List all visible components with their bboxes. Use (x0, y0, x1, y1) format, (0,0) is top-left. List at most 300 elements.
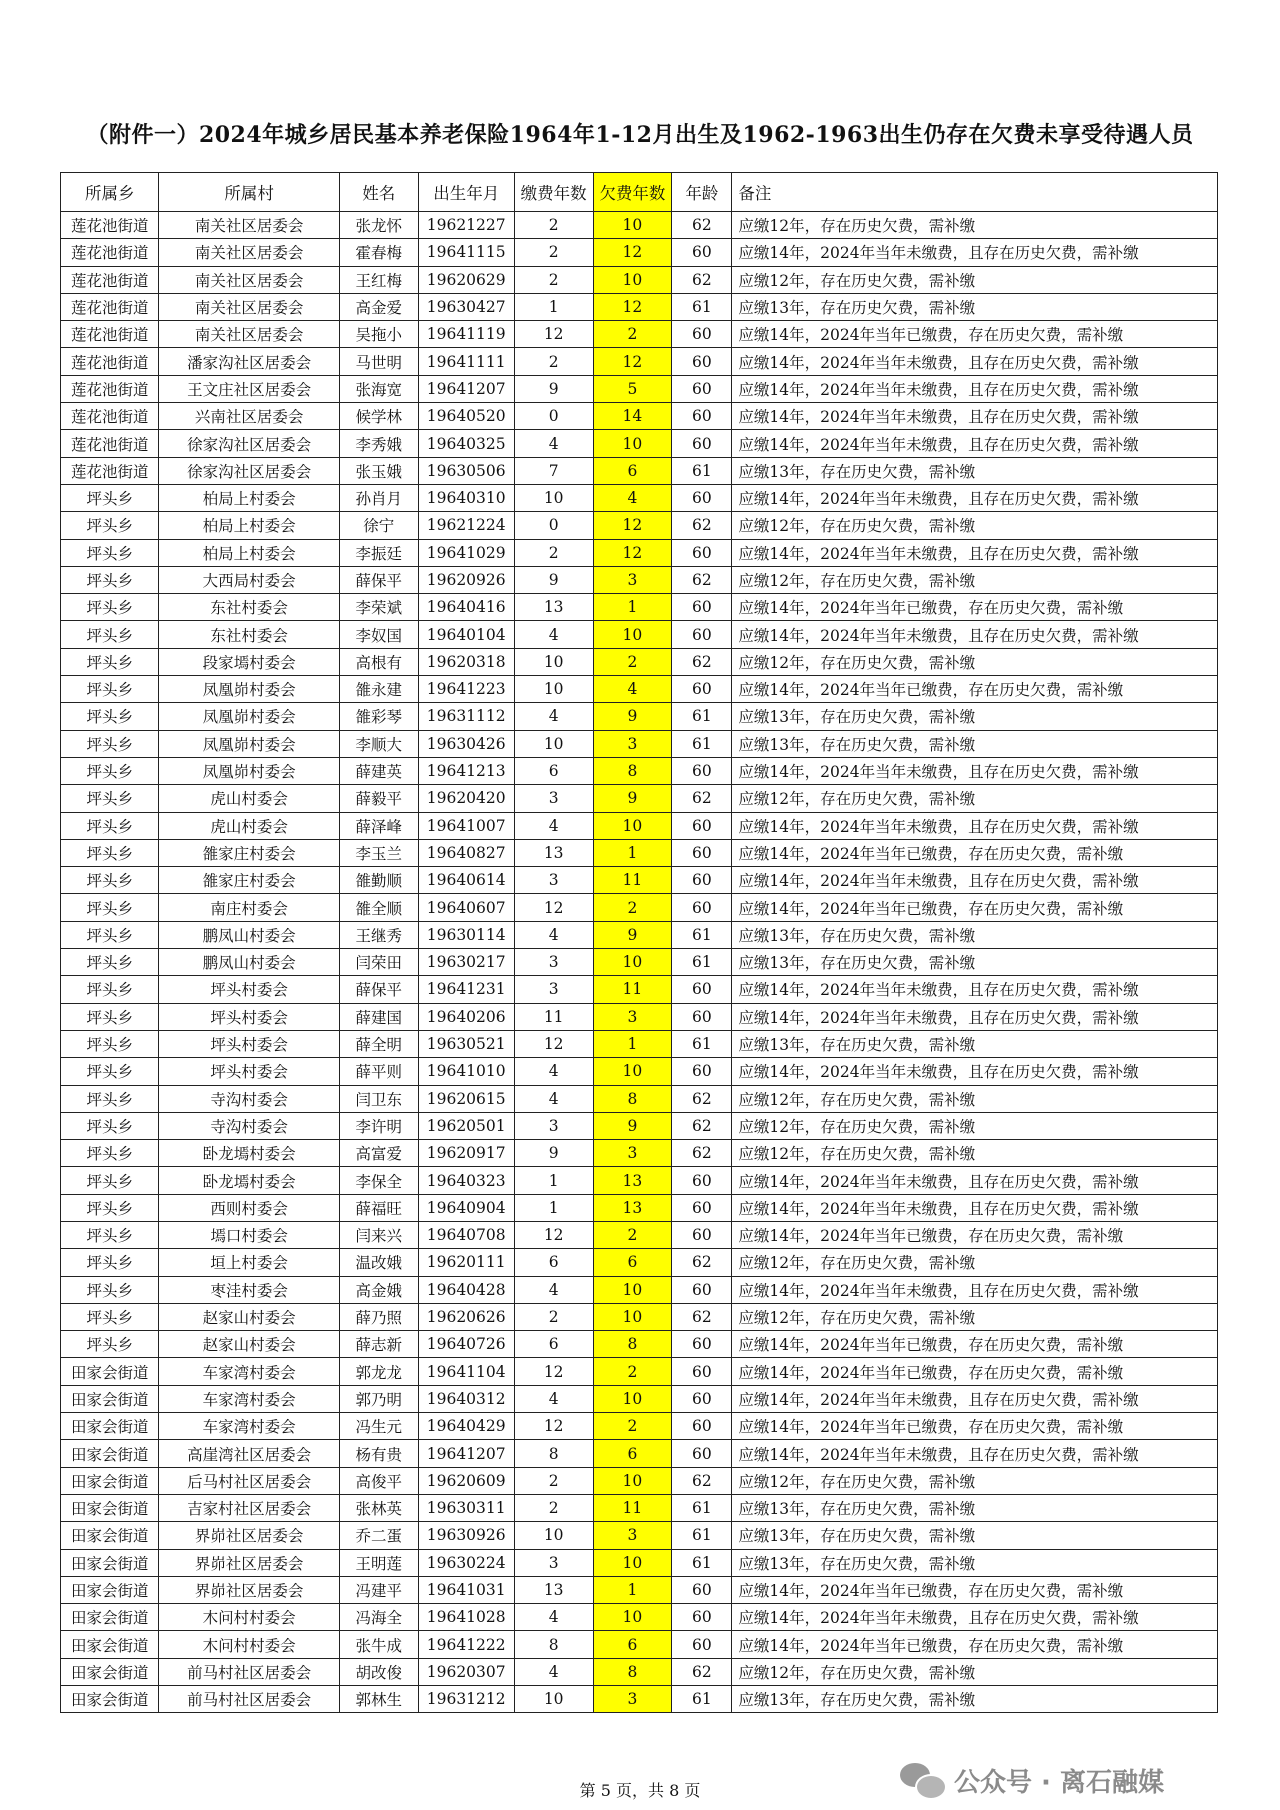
cell-name: 薛建英 (339, 757, 418, 784)
cell-paid-years: 4 (514, 1385, 593, 1412)
cell-paid-years: 2 (514, 212, 593, 239)
cell-birth: 19641115 (418, 239, 514, 266)
cell-paid-years: 4 (514, 812, 593, 839)
cell-village: 东社村委会 (159, 621, 339, 648)
cell-township: 莲花池街道 (61, 321, 159, 348)
header-row (61, 173, 1218, 212)
cell-township: 坪头乡 (61, 730, 159, 757)
cell-birth: 19630217 (418, 949, 514, 976)
table-row (61, 921, 1218, 948)
table-row (61, 1276, 1218, 1303)
cell-age: 62 (672, 1085, 732, 1112)
table-row (61, 1140, 1218, 1167)
cell-paid-years: 4 (514, 921, 593, 948)
cell-age: 62 (672, 785, 732, 812)
cell-remark: 应缴14年，2024年当年未缴费，且存在历史欠费，需补缴 (732, 1276, 1218, 1303)
cell-name: 郭乃明 (339, 1385, 418, 1412)
cell-arrears-years: 12 (593, 348, 672, 375)
cell-village: 大西局村委会 (159, 566, 339, 593)
cell-name: 吴拖小 (339, 321, 418, 348)
cell-township: 坪头乡 (61, 648, 159, 675)
table-row (61, 375, 1218, 402)
cell-village: 坪头村委会 (159, 1058, 339, 1085)
cell-remark: 应缴14年，2024年当年未缴费，且存在历史欠费，需补缴 (732, 1385, 1218, 1412)
cell-name: 雒彩琴 (339, 703, 418, 730)
col-header-township: 所属乡 (61, 173, 159, 212)
cell-township: 坪头乡 (61, 703, 159, 730)
cell-arrears-years: 4 (593, 484, 672, 511)
cell-village: 凤凰峁村委会 (159, 676, 339, 703)
cell-township: 坪头乡 (61, 1112, 159, 1139)
cell-village: 雒家庄村委会 (159, 839, 339, 866)
cell-township: 莲花池街道 (61, 239, 159, 266)
cell-village: 界峁社区居委会 (159, 1549, 339, 1576)
cell-village: 雒家庄村委会 (159, 867, 339, 894)
table-row (61, 1413, 1218, 1440)
cell-paid-years: 8 (514, 1440, 593, 1467)
cell-name: 胡改俊 (339, 1658, 418, 1685)
cell-remark: 应缴12年，存在历史欠费，需补缴 (732, 266, 1218, 293)
table-row (61, 1030, 1218, 1057)
cell-township: 坪头乡 (61, 1221, 159, 1248)
cell-birth: 19640104 (418, 621, 514, 648)
cell-name: 薛泽峰 (339, 812, 418, 839)
cell-paid-years: 10 (514, 730, 593, 757)
cell-township: 莲花池街道 (61, 430, 159, 457)
cell-paid-years: 2 (514, 1494, 593, 1521)
cell-arrears-years: 10 (593, 812, 672, 839)
cell-arrears-years: 1 (593, 1576, 672, 1603)
table-row (61, 757, 1218, 784)
cell-birth: 19640708 (418, 1221, 514, 1248)
cell-arrears-years: 10 (593, 1303, 672, 1330)
cell-paid-years: 4 (514, 430, 593, 457)
cell-township: 田家会街道 (61, 1385, 159, 1412)
cell-remark: 应缴12年，存在历史欠费，需补缴 (732, 1467, 1218, 1494)
cell-village: 寺沟村委会 (159, 1112, 339, 1139)
cell-name: 高金爱 (339, 293, 418, 320)
cell-birth: 19641207 (418, 375, 514, 402)
cell-township: 坪头乡 (61, 757, 159, 784)
cell-remark: 应缴13年，存在历史欠费，需补缴 (732, 1686, 1218, 1713)
cell-name: 薛保平 (339, 976, 418, 1003)
cell-arrears-years: 2 (593, 894, 672, 921)
cell-birth: 19621227 (418, 212, 514, 239)
cell-paid-years: 10 (514, 484, 593, 511)
table-row (61, 1631, 1218, 1658)
cell-remark: 应缴14年，2024年当年已缴费，存在历史欠费，需补缴 (732, 839, 1218, 866)
cell-paid-years: 4 (514, 703, 593, 730)
cell-age: 60 (672, 594, 732, 621)
cell-remark: 应缴14年，2024年当年未缴费，且存在历史欠费，需补缴 (732, 976, 1218, 1003)
cell-village: 木问村村委会 (159, 1604, 339, 1631)
cell-remark: 应缴13年，存在历史欠费，需补缴 (732, 921, 1218, 948)
cell-birth: 19641029 (418, 539, 514, 566)
cell-paid-years: 3 (514, 867, 593, 894)
cell-arrears-years: 10 (593, 1467, 672, 1494)
cell-township: 坪头乡 (61, 1194, 159, 1221)
cell-township: 坪头乡 (61, 867, 159, 894)
cell-remark: 应缴13年，存在历史欠费，需补缴 (732, 1030, 1218, 1057)
cell-paid-years: 0 (514, 403, 593, 430)
table-row (61, 321, 1218, 348)
cell-age: 60 (672, 430, 732, 457)
page-footer: 第 5 页，共 8 页 (579, 1781, 701, 1800)
cell-name: 郭林生 (339, 1686, 418, 1713)
cell-birth: 19640726 (418, 1331, 514, 1358)
cell-birth: 19640325 (418, 430, 514, 457)
cell-remark: 应缴14年，2024年当年未缴费，且存在历史欠费，需补缴 (732, 1003, 1218, 1030)
cell-age: 62 (672, 1467, 732, 1494)
cell-paid-years: 12 (514, 1030, 593, 1057)
table-row (61, 430, 1218, 457)
table-row (61, 348, 1218, 375)
cell-name: 薛平则 (339, 1058, 418, 1085)
cell-township: 坪头乡 (61, 949, 159, 976)
cell-remark: 应缴13年，存在历史欠费，需补缴 (732, 293, 1218, 320)
cell-birth: 19640607 (418, 894, 514, 921)
cell-name: 候学林 (339, 403, 418, 430)
cell-village: 木问村村委会 (159, 1631, 339, 1658)
cell-village: 南关社区居委会 (159, 293, 339, 320)
cell-remark: 应缴14年，2024年当年已缴费，存在历史欠费，需补缴 (732, 594, 1218, 621)
cell-arrears-years: 10 (593, 1604, 672, 1631)
table-row (61, 1385, 1218, 1412)
cell-name: 雒勤顺 (339, 867, 418, 894)
table-row (61, 594, 1218, 621)
cell-birth: 19641111 (418, 348, 514, 375)
col-header-arrears-years: 欠费年数 (593, 173, 672, 212)
cell-village: 坪头村委会 (159, 976, 339, 1003)
cell-age: 60 (672, 1604, 732, 1631)
cell-arrears-years: 11 (593, 867, 672, 894)
cell-paid-years: 13 (514, 839, 593, 866)
cell-name: 高根有 (339, 648, 418, 675)
cell-birth: 19620626 (418, 1303, 514, 1330)
table-row (61, 1331, 1218, 1358)
cell-age: 60 (672, 239, 732, 266)
cell-village: 西则村委会 (159, 1194, 339, 1221)
cell-paid-years: 6 (514, 1331, 593, 1358)
cell-age: 61 (672, 1030, 732, 1057)
cell-age: 60 (672, 1413, 732, 1440)
cell-age: 60 (672, 1385, 732, 1412)
cell-age: 60 (672, 1331, 732, 1358)
cell-age: 60 (672, 621, 732, 648)
cell-name: 冯建平 (339, 1576, 418, 1603)
cell-age: 61 (672, 457, 732, 484)
cell-arrears-years: 9 (593, 703, 672, 730)
cell-village: 卧龙墕村委会 (159, 1167, 339, 1194)
cell-age: 60 (672, 1440, 732, 1467)
cell-paid-years: 2 (514, 539, 593, 566)
cell-township: 田家会街道 (61, 1576, 159, 1603)
cell-name: 薛保平 (339, 566, 418, 593)
table-row (61, 812, 1218, 839)
cell-age: 62 (672, 1249, 732, 1276)
cell-paid-years: 4 (514, 1604, 593, 1631)
cell-township: 坪头乡 (61, 1085, 159, 1112)
table-row (61, 676, 1218, 703)
cell-paid-years: 2 (514, 348, 593, 375)
cell-birth: 19640312 (418, 1385, 514, 1412)
cell-name: 王继秀 (339, 921, 418, 948)
cell-remark: 应缴14年，2024年当年未缴费，且存在历史欠费，需补缴 (732, 1440, 1218, 1467)
cell-township: 坪头乡 (61, 1058, 159, 1085)
cell-village: 车家湾村委会 (159, 1385, 339, 1412)
cell-village: 界峁社区居委会 (159, 1576, 339, 1603)
table-row (61, 1303, 1218, 1330)
cell-township: 坪头乡 (61, 839, 159, 866)
cell-age: 60 (672, 1003, 732, 1030)
table-row (61, 1085, 1218, 1112)
table-row (61, 1522, 1218, 1549)
cell-village: 鹏凤山村委会 (159, 949, 339, 976)
cell-village: 寺沟村委会 (159, 1085, 339, 1112)
cell-remark: 应缴12年，存在历史欠费，需补缴 (732, 1085, 1218, 1112)
cell-name: 薛建国 (339, 1003, 418, 1030)
cell-township: 田家会街道 (61, 1440, 159, 1467)
cell-age: 60 (672, 1167, 732, 1194)
cell-village: 南关社区居委会 (159, 321, 339, 348)
cell-township: 坪头乡 (61, 1249, 159, 1276)
cell-age: 60 (672, 1631, 732, 1658)
cell-name: 李秀娥 (339, 430, 418, 457)
cell-remark: 应缴14年，2024年当年未缴费，且存在历史欠费，需补缴 (732, 812, 1218, 839)
cell-remark: 应缴14年，2024年当年未缴费，且存在历史欠费，需补缴 (732, 403, 1218, 430)
cell-name: 徐宁 (339, 512, 418, 539)
cell-name: 薛全明 (339, 1030, 418, 1057)
cell-age: 60 (672, 676, 732, 703)
cell-name: 闫荣田 (339, 949, 418, 976)
cell-name: 李保全 (339, 1167, 418, 1194)
cell-arrears-years: 9 (593, 921, 672, 948)
cell-age: 60 (672, 894, 732, 921)
cell-remark: 应缴14年，2024年当年已缴费，存在历史欠费，需补缴 (732, 1413, 1218, 1440)
cell-birth: 19630311 (418, 1494, 514, 1521)
cell-arrears-years: 10 (593, 212, 672, 239)
table-row (61, 266, 1218, 293)
cell-arrears-years: 3 (593, 730, 672, 757)
cell-paid-years: 4 (514, 621, 593, 648)
cell-arrears-years: 10 (593, 266, 672, 293)
data-table (60, 172, 1218, 1713)
cell-age: 60 (672, 839, 732, 866)
cell-name: 薛志新 (339, 1331, 418, 1358)
cell-name: 高金娥 (339, 1276, 418, 1303)
table-row (61, 293, 1218, 320)
cell-township: 坪头乡 (61, 1276, 159, 1303)
cell-remark: 应缴14年，2024年当年未缴费，且存在历史欠费，需补缴 (732, 1167, 1218, 1194)
cell-birth: 19641031 (418, 1576, 514, 1603)
table-row (61, 1221, 1218, 1248)
cell-age: 60 (672, 1276, 732, 1303)
cell-arrears-years: 8 (593, 1331, 672, 1358)
cell-name: 王明莲 (339, 1549, 418, 1576)
cell-remark: 应缴12年，存在历史欠费，需补缴 (732, 512, 1218, 539)
cell-arrears-years: 2 (593, 648, 672, 675)
cell-paid-years: 7 (514, 457, 593, 484)
document-title: （附件一）2024年城乡居民基本养老保险1964年1-12月出生及1962-1963出生仍存在欠费未享受待遇人员 (86, 122, 1194, 148)
cell-township: 田家会街道 (61, 1631, 159, 1658)
cell-remark: 应缴14年，2024年当年未缴费，且存在历史欠费，需补缴 (732, 1194, 1218, 1221)
cell-village: 鹏凤山村委会 (159, 921, 339, 948)
cell-township: 坪头乡 (61, 566, 159, 593)
cell-age: 60 (672, 1058, 732, 1085)
cell-name: 冯生元 (339, 1413, 418, 1440)
cell-paid-years: 12 (514, 1221, 593, 1248)
table-row (61, 839, 1218, 866)
cell-birth: 19641010 (418, 1058, 514, 1085)
cell-township: 田家会街道 (61, 1686, 159, 1713)
cell-township: 坪头乡 (61, 676, 159, 703)
cell-arrears-years: 10 (593, 621, 672, 648)
cell-arrears-years: 3 (593, 1686, 672, 1713)
cell-township: 坪头乡 (61, 621, 159, 648)
cell-paid-years: 1 (514, 293, 593, 320)
cell-age: 62 (672, 1140, 732, 1167)
cell-name: 李许明 (339, 1112, 418, 1139)
cell-village: 柏局上村委会 (159, 539, 339, 566)
cell-village: 墕口村委会 (159, 1221, 339, 1248)
cell-remark: 应缴14年，2024年当年未缴费，且存在历史欠费，需补缴 (732, 757, 1218, 784)
cell-arrears-years: 2 (593, 1413, 672, 1440)
cell-age: 60 (672, 757, 732, 784)
cell-name: 薛乃照 (339, 1303, 418, 1330)
cell-township: 坪头乡 (61, 512, 159, 539)
cell-name: 杨有贵 (339, 1440, 418, 1467)
cell-birth: 19620307 (418, 1658, 514, 1685)
cell-paid-years: 10 (514, 648, 593, 675)
cell-age: 61 (672, 921, 732, 948)
cell-arrears-years: 10 (593, 1058, 672, 1085)
table-row (61, 867, 1218, 894)
cell-township: 坪头乡 (61, 594, 159, 621)
cell-arrears-years: 11 (593, 1494, 672, 1521)
cell-paid-years: 4 (514, 1276, 593, 1303)
table-row (61, 1440, 1218, 1467)
cell-village: 兴南社区居委会 (159, 403, 339, 430)
cell-arrears-years: 3 (593, 1140, 672, 1167)
cell-paid-years: 2 (514, 266, 593, 293)
cell-birth: 19630224 (418, 1549, 514, 1576)
cell-arrears-years: 9 (593, 1112, 672, 1139)
cell-arrears-years: 2 (593, 1221, 672, 1248)
cell-remark: 应缴13年，存在历史欠费，需补缴 (732, 1522, 1218, 1549)
table-row (61, 212, 1218, 239)
cell-age: 60 (672, 1221, 732, 1248)
cell-name: 李奴国 (339, 621, 418, 648)
table-row (61, 1604, 1218, 1631)
cell-village: 前马村社区居委会 (159, 1686, 339, 1713)
cell-village: 赵家山村委会 (159, 1331, 339, 1358)
cell-name: 霍春梅 (339, 239, 418, 266)
cell-paid-years: 3 (514, 949, 593, 976)
cell-birth: 19641213 (418, 757, 514, 784)
cell-village: 前马村社区居委会 (159, 1658, 339, 1685)
cell-township: 坪头乡 (61, 785, 159, 812)
cell-township: 莲花池街道 (61, 348, 159, 375)
cell-remark: 应缴12年，存在历史欠费，需补缴 (732, 648, 1218, 675)
cell-paid-years: 9 (514, 375, 593, 402)
cell-name: 高俊平 (339, 1467, 418, 1494)
cell-township: 田家会街道 (61, 1358, 159, 1385)
cell-paid-years: 6 (514, 757, 593, 784)
cell-birth: 19640206 (418, 1003, 514, 1030)
col-header-name: 姓名 (339, 173, 418, 212)
cell-age: 60 (672, 812, 732, 839)
cell-remark: 应缴14年，2024年当年未缴费，且存在历史欠费，需补缴 (732, 539, 1218, 566)
cell-arrears-years: 1 (593, 839, 672, 866)
cell-remark: 应缴14年，2024年当年未缴费，且存在历史欠费，需补缴 (732, 239, 1218, 266)
cell-village: 凤凰峁村委会 (159, 757, 339, 784)
table-row (61, 730, 1218, 757)
cell-remark: 应缴14年，2024年当年已缴费，存在历史欠费，需补缴 (732, 321, 1218, 348)
cell-paid-years: 10 (514, 1686, 593, 1713)
cell-name: 闫来兴 (339, 1221, 418, 1248)
cell-name: 李玉兰 (339, 839, 418, 866)
table-row (61, 512, 1218, 539)
cell-village: 东社村委会 (159, 594, 339, 621)
cell-arrears-years: 5 (593, 375, 672, 402)
cell-township: 田家会街道 (61, 1494, 159, 1521)
cell-age: 61 (672, 703, 732, 730)
cell-township: 坪头乡 (61, 1140, 159, 1167)
cell-remark: 应缴12年，存在历史欠费，需补缴 (732, 1303, 1218, 1330)
cell-village: 南关社区居委会 (159, 239, 339, 266)
cell-birth: 19641207 (418, 1440, 514, 1467)
cell-remark: 应缴12年，存在历史欠费，需补缴 (732, 1658, 1218, 1685)
cell-age: 62 (672, 566, 732, 593)
cell-arrears-years: 11 (593, 976, 672, 1003)
cell-village: 虎山村委会 (159, 785, 339, 812)
cell-birth: 19620917 (418, 1140, 514, 1167)
cell-paid-years: 1 (514, 1167, 593, 1194)
cell-village: 柏局上村委会 (159, 512, 339, 539)
cell-birth: 19640310 (418, 484, 514, 511)
table-row (61, 1467, 1218, 1494)
cell-name: 张海宽 (339, 375, 418, 402)
table-row (61, 1112, 1218, 1139)
cell-village: 枣洼村委会 (159, 1276, 339, 1303)
cell-age: 60 (672, 1194, 732, 1221)
cell-birth: 19631112 (418, 703, 514, 730)
cell-name: 张牛成 (339, 1631, 418, 1658)
cell-age: 61 (672, 1494, 732, 1521)
cell-paid-years: 3 (514, 1549, 593, 1576)
cell-village: 徐家沟社区居委会 (159, 430, 339, 457)
table-row (61, 484, 1218, 511)
watermark-text: 公众号 · 离石融媒 (954, 1768, 1164, 1798)
cell-remark: 应缴12年，存在历史欠费，需补缴 (732, 1140, 1218, 1167)
cell-name: 闫卫东 (339, 1085, 418, 1112)
cell-township: 坪头乡 (61, 484, 159, 511)
cell-remark: 应缴14年，2024年当年未缴费，且存在历史欠费，需补缴 (732, 1058, 1218, 1085)
cell-township: 坪头乡 (61, 976, 159, 1003)
cell-township: 坪头乡 (61, 1003, 159, 1030)
cell-village: 南关社区居委会 (159, 266, 339, 293)
cell-township: 莲花池街道 (61, 403, 159, 430)
cell-paid-years: 4 (514, 1658, 593, 1685)
cell-arrears-years: 8 (593, 1085, 672, 1112)
cell-birth: 19640428 (418, 1276, 514, 1303)
cell-name: 温改娥 (339, 1249, 418, 1276)
cell-paid-years: 12 (514, 1358, 593, 1385)
cell-paid-years: 4 (514, 1058, 593, 1085)
cell-paid-years: 3 (514, 976, 593, 1003)
cell-township: 莲花池街道 (61, 457, 159, 484)
cell-township: 坪头乡 (61, 1167, 159, 1194)
